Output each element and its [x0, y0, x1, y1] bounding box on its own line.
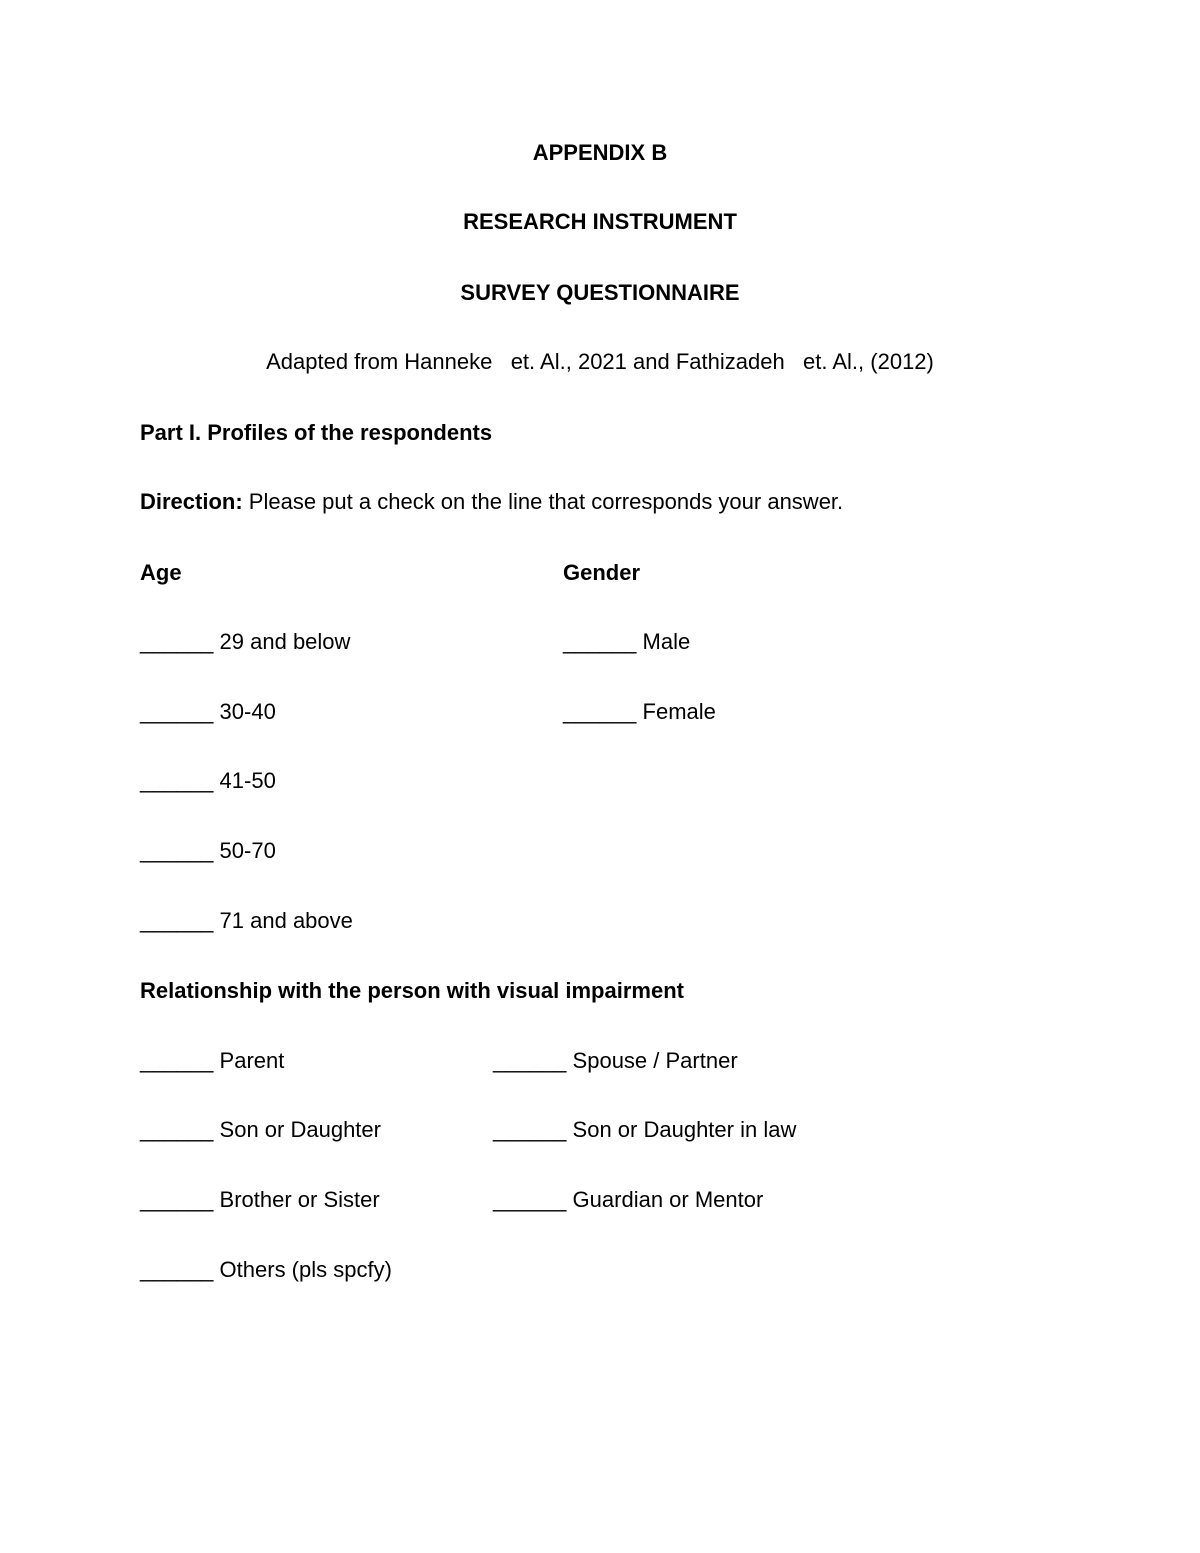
relationship-option [493, 1187, 763, 1213]
relationship-option [140, 1187, 380, 1213]
age-heading: Age [140, 560, 182, 585]
gender-option-label: Female [642, 699, 716, 724]
relationship-option-label: Parent [219, 1048, 285, 1073]
relationship-option [493, 1117, 796, 1143]
relationship-option-label: Spouse / Partner [572, 1048, 738, 1073]
relationship-option [493, 1048, 738, 1074]
direction-text: Please put a check on the line that corresponds your answer. [242, 489, 844, 514]
relationship-option-label: Guardian or Mentor [572, 1187, 764, 1212]
answer-blank[interactable]: ______ [140, 629, 214, 654]
age-option-label: 30-40 [219, 699, 276, 724]
age-option-label: 50-70 [219, 838, 276, 863]
survey-questionnaire-title: SURVEY QUESTIONNAIRE [460, 280, 740, 305]
relationship-option-label: Brother or Sister [219, 1187, 380, 1212]
answer-blank[interactable]: ______ [140, 1257, 214, 1282]
age-option-label: 29 and below [219, 629, 351, 654]
gender-option [563, 699, 716, 725]
age-option [140, 768, 276, 794]
answer-blank[interactable]: ______ [493, 1048, 567, 1073]
answer-blank[interactable]: ______ [493, 1117, 567, 1142]
relationship-option-label: Others (pls spcfy) [219, 1257, 392, 1282]
age-option [140, 629, 350, 655]
relationship-option-label: Son or Daughter [219, 1117, 381, 1142]
age-option [140, 838, 276, 864]
appendix-title: APPENDIX B [532, 140, 668, 165]
direction-label: Direction: [140, 489, 243, 514]
answer-blank[interactable]: ______ [140, 699, 214, 724]
answer-blank[interactable]: ______ [140, 768, 214, 793]
part-one-heading: Part I. Profiles of the respondents [140, 420, 493, 445]
age-option-label: 71 and above [219, 908, 353, 933]
adapted-from-citation: Adapted from Hanneke et. Al., 2021 and Fathizadeh et. Al., (2012) [266, 349, 934, 374]
age-option [140, 699, 276, 725]
answer-blank[interactable]: ______ [563, 699, 637, 724]
answer-blank[interactable]: ______ [140, 1187, 214, 1212]
answer-blank[interactable]: ______ [563, 629, 637, 654]
relationship-heading: Relationship with the person with visual impairment [140, 978, 684, 1003]
answer-blank[interactable]: ______ [140, 908, 214, 933]
relationship-option [140, 1048, 284, 1074]
relationship-option [140, 1117, 381, 1143]
gender-option-label: Male [642, 629, 691, 654]
age-option [140, 908, 353, 934]
relationship-option-label: Son or Daughter in law [572, 1117, 797, 1142]
gender-heading: Gender [563, 560, 641, 585]
answer-blank[interactable]: ______ [140, 1117, 214, 1142]
answer-blank[interactable]: ______ [140, 838, 214, 863]
direction-line [140, 489, 843, 515]
relationship-option [140, 1257, 392, 1283]
answer-blank[interactable]: ______ [140, 1048, 214, 1073]
answer-blank[interactable]: ______ [493, 1187, 567, 1212]
age-option-label: 41-50 [219, 768, 276, 793]
research-instrument-title: RESEARCH INSTRUMENT [463, 209, 737, 234]
gender-option [563, 629, 690, 655]
